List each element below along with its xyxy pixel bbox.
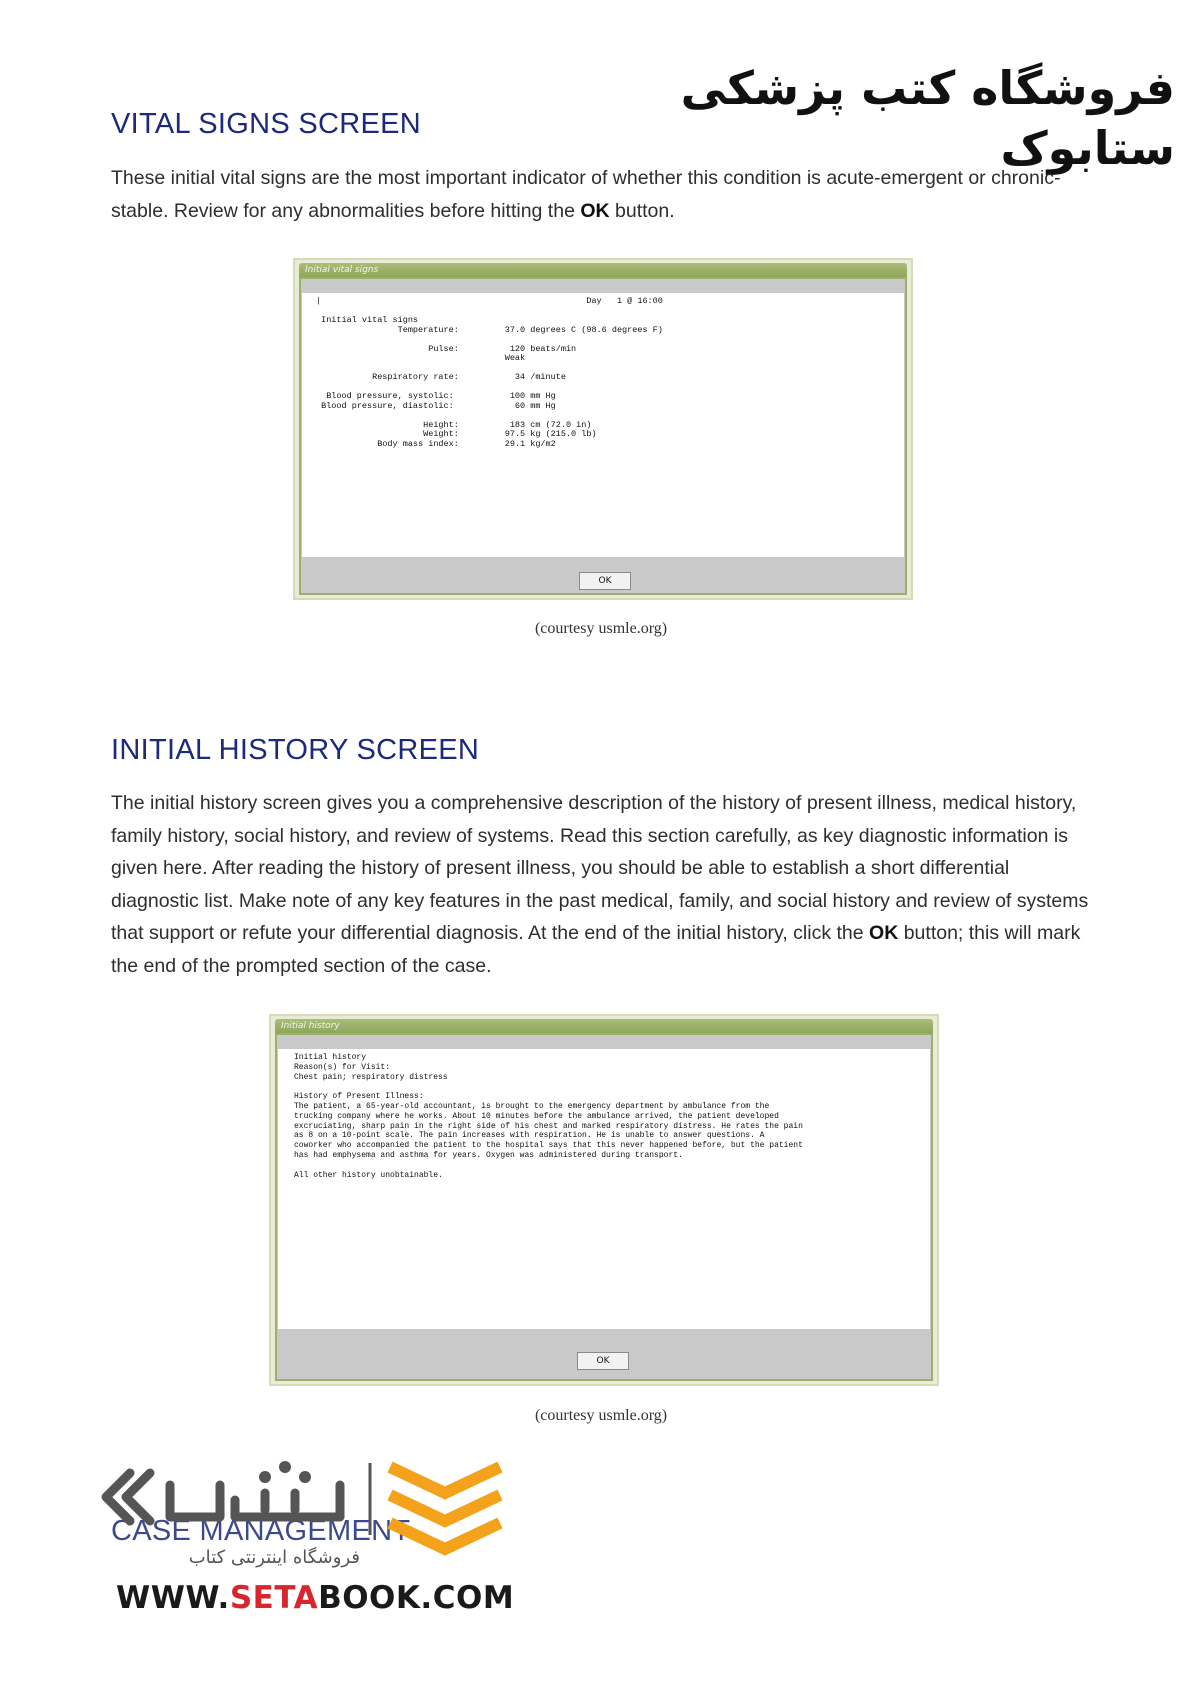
url-accent: SETA	[229, 1580, 319, 1616]
vital-signs-paragraph	[111, 162, 1101, 227]
ok-bold-text: OK	[869, 922, 899, 944]
ok-bold-text: OK	[580, 199, 610, 222]
ok-button[interactable]: OK	[577, 1352, 629, 1370]
para-text: The initial history screen gives you a comprehensive description of the history of present illness, medical history, family history, social history, and review of systems. Read this section carefully, as key diagnostic information is given here. After reading the history of present illness, you should be able to establish a short differential diagnostic list. Make note of any key features in the past medical, family, and social history and review of systems that support or refute your differential diagnosis. At the end of the initial history, click the	[111, 792, 1089, 944]
initial-history-text: Initial history Reason(s) for Visit: Chest pain; respiratory distress History of Present Illness: The patient, a 65-year-old accountant, is brought to the emergency department by ambulance from the trucking company where he works. About 10 minutes before the ambulance arrived, the patient developed excruciating, sharp pain in the right side of his chest and marked respiratory distress. He rates the pain as 8 on a 10-point scale. The pain increases with respiration. He is unable to answer questions. A coworker who accompanied the patient to the hospital says that this never happened before, but the patient has had emphysema and asthma for years. Oxygen was administered during transport. All other history unobtainable.	[278, 1049, 930, 1329]
window-body	[275, 1033, 933, 1381]
setabook-logo-fa-text: فروشگاه اینترنتی کتاب	[188, 1547, 360, 1568]
setabook-logo	[100, 1455, 520, 1645]
vital-signs-caption: (courtesy usmle.org)	[534, 620, 668, 637]
header-watermark: فروشگاه کتب پزشکی ستابوک	[680, 61, 1175, 175]
para-text: button.	[609, 199, 675, 222]
window-body	[299, 277, 907, 595]
para-text: button; this will mark the end of the prompted section of the case.	[111, 922, 1081, 977]
url-prefix: WWW.	[116, 1580, 230, 1616]
window-titlebar: Initial vital signs	[299, 263, 907, 277]
initial-history-caption: (courtesy usmle.org)	[534, 1407, 668, 1424]
window-titlebar: Initial history	[275, 1019, 933, 1033]
vital-signs-text: | Day 1 @ 16:00 Initial vital signs Temperature: 37.0 degrees C (98.6 degrees F) Pulse: 120 beats/min Weak Respiratory rate: 34 /minute Blood pressure, systolic: 100 mm Hg Blood pressure, diastolic: 60 mm Hg Height: 183 cm (72.0 in) Weight: 97.5 kg (215.0 lb) Body mass index: 29.1 kg/m2	[302, 293, 904, 557]
window-toolbar	[277, 1035, 931, 1049]
window-toolbar	[301, 279, 905, 293]
vital-signs-heading: VITAL SIGNS SCREEN	[111, 108, 421, 140]
initial-history-paragraph	[111, 787, 1101, 982]
para-text: These initial vital signs are the most important indicator of whether this condition is acute-emergent or chronic-stable. Review for any abnormalities before hitting the	[111, 167, 1061, 222]
initial-history-window	[269, 1014, 939, 1386]
vital-signs-window	[293, 258, 913, 600]
initial-history-heading: INITIAL HISTORY SCREEN	[111, 734, 480, 766]
case-management-heading: CASE MANAGEMENT	[111, 1515, 411, 1547]
url-suffix: BOOK.COM	[318, 1580, 515, 1616]
setabook-url	[116, 1580, 514, 1616]
ok-button[interactable]: OK	[579, 572, 631, 590]
